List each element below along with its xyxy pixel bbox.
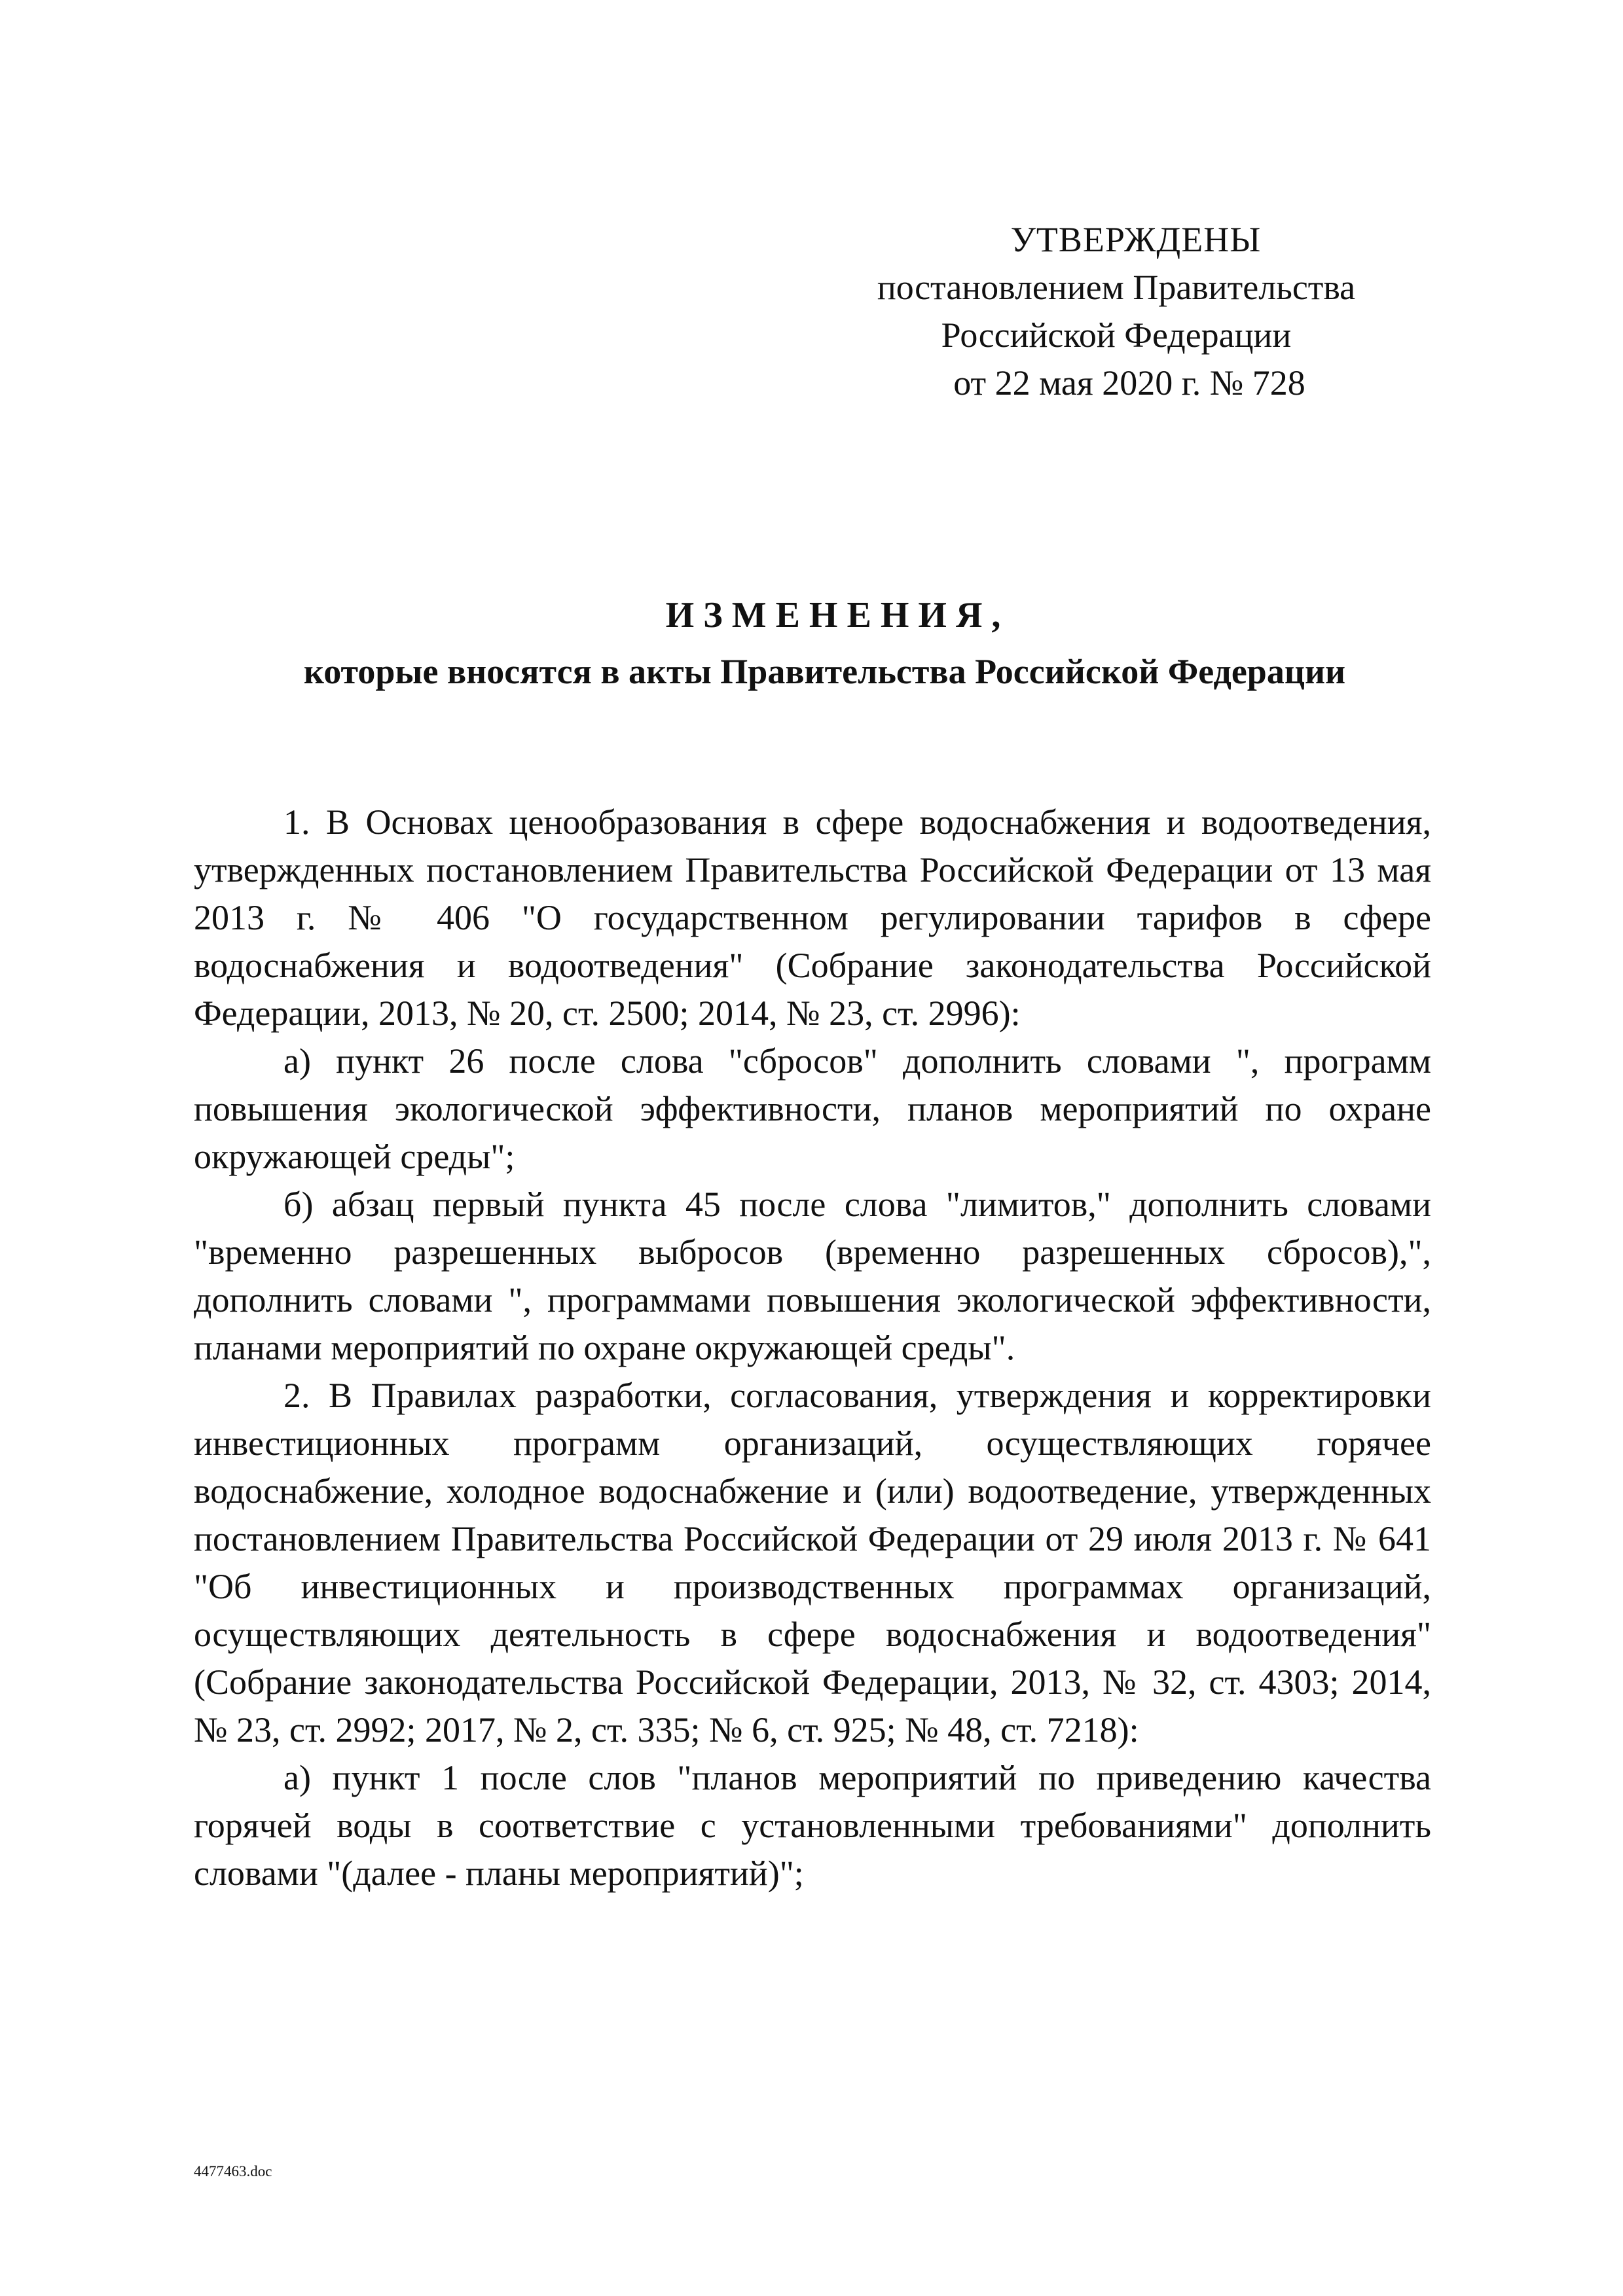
- footer-file-name: 4477463.doc: [194, 2163, 272, 2179]
- paragraph-1a: а) пункт 26 после слова "сбросов" дополнить словами ", программ повышения экологической эффективности, планов мероприятий по охране окружающей среды";: [194, 1041, 1431, 1176]
- document-body: [194, 798, 1431, 1897]
- paragraph-1b: б) абзац первый пункта 45 после слова "лимитов," дополнить словами "временно разрешенных выбросов (временно разрешенных сбросов),", дополнить словами ", программами повышения экологической эффективности, планами мероприятий по охране окружающей среды".: [194, 1185, 1431, 1367]
- paragraph-1: 1. В Основах ценообразования в сфере водоснабжения и водоотведения, утвержденных постановлением Правительства Российской Федерации от 13 мая 2013 г. № 406 "О государственном регулировании тарифов в сфере водоснабжения и водоотведения" (Собрание законодательства Российской Федерации, 2013, № 20, ст. 2500; 2014, № 23, ст. 2996):: [194, 802, 1431, 1033]
- approval-block: [786, 216, 1447, 407]
- paragraph-2a: а) пункт 1 после слов "планов мероприятий по приведению качества горячей воды в соответствие с установленными требованиями" дополнить словами "(далее - планы мероприятий)";: [194, 1758, 1431, 1893]
- paragraph-2: 2. В Правилах разработки, согласования, утверждения и корректировки инвестиционных программ организаций, осуществляющих горячее водоснабжение, холодное водоснабжение и (или) водоотведение, утвержденных постановлением Правительства Российской Федерации от 29 июля 2013 г. № 641 "Об инвестиционных и производственных программах организаций, осуществляющих деятельность в сфере водоснабжения и водоотведения" (Собрание законодательства Российской Федерации, 2013, № 32, ст. 4303; 2014, № 23, ст. 2992; 2017, № 2, ст. 335; № 6, ст. 925; № 48, ст. 7218):: [194, 1376, 1431, 1749]
- document-heading: ИЗМЕНЕНИЯ,: [665, 595, 1010, 636]
- approval-line-federation: Российской Федерации: [941, 315, 1292, 355]
- approval-title: УТВЕРЖДЕНЫ: [1010, 220, 1262, 259]
- document-subheading: которые вносятся в акты Правительства Российской Федерации: [303, 652, 1346, 691]
- approval-line-date-number: от 22 мая 2020 г. № 728: [953, 363, 1305, 403]
- approval-line-decree: постановлением Правительства: [877, 268, 1356, 307]
